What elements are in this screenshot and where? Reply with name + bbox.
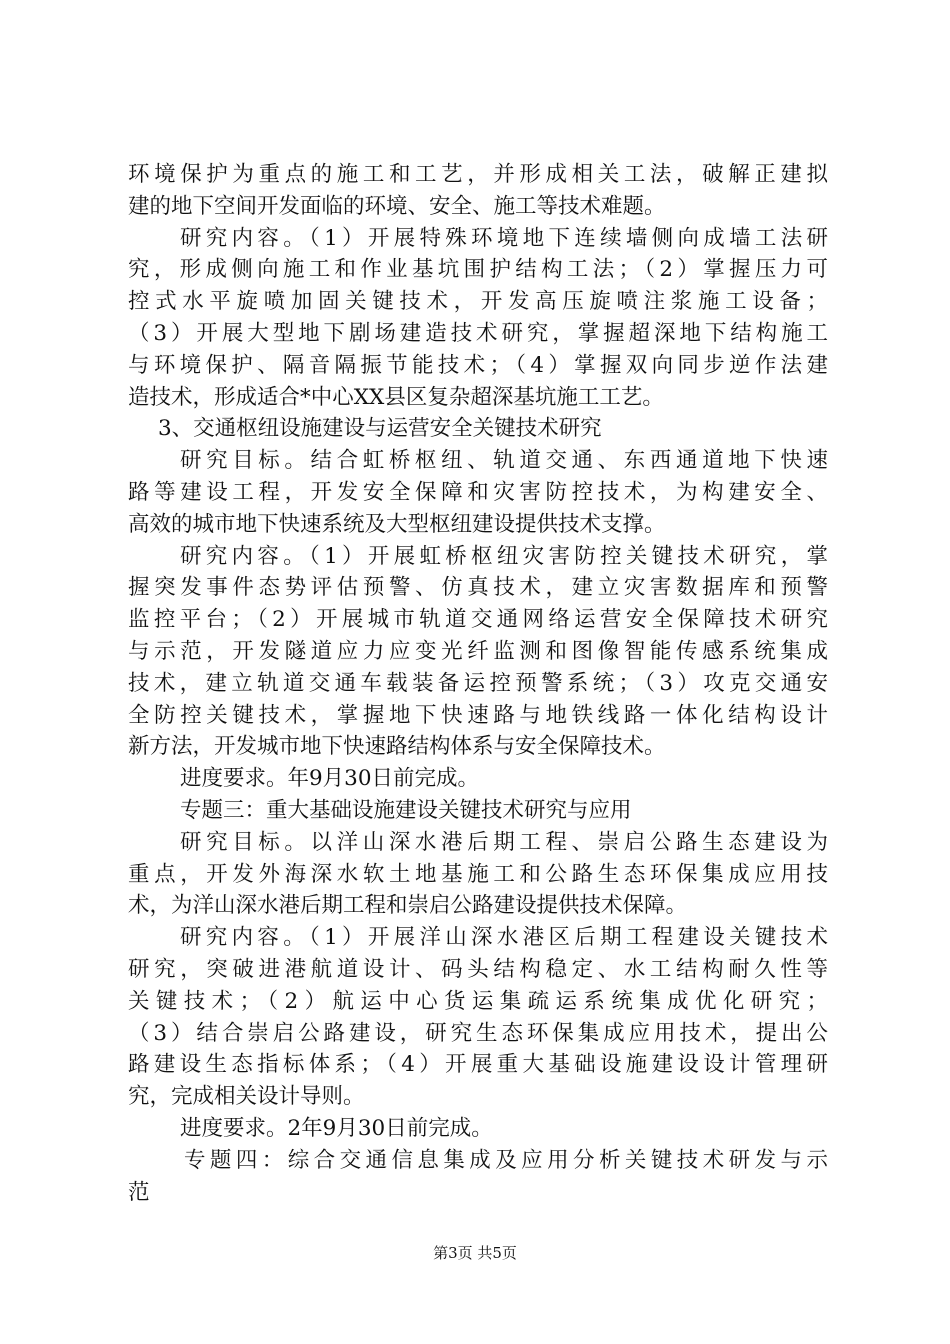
text-line: 范 (128, 1179, 150, 1205)
text-line: 环境保护为重点的施工和工艺，并形成相关工法，破解正建拟 (128, 162, 828, 187)
section-heading: 3、交通枢纽设施建设与运营安全关键技术研究 (158, 416, 602, 442)
text-line: 控式水平旋喷加固关键技术，开发高压旋喷注浆施工设备； (128, 289, 828, 315)
text-line: 术，为洋山深水港后期工程和崇启公路建设提供技术保障。 (128, 893, 688, 919)
text-line: 究，完成相关设计导则。 (128, 1084, 365, 1110)
text-line: 重点，开发外海深水软土地基施工和公路生态环保集成应用技 (128, 861, 828, 887)
text-line: 进度要求。年9月30日前完成。 (180, 766, 480, 792)
text-line: 研究目标。结合虹桥枢纽、轨道交通、东西通道地下快速 (180, 448, 828, 474)
text-line: 关键技术；（2）航运中心货运集疏运系统集成优化研究； (128, 988, 828, 1014)
text-line: 研究内容。（1）开展洋山深水港区后期工程建设关键技术 (180, 925, 828, 951)
text-line: （3）结合崇启公路建设，研究生态环保集成应用技术，提出公 (128, 1020, 828, 1046)
text-line: 路建设生态指标体系；（4）开展重大基础设施建设设计管理研 (128, 1052, 828, 1078)
text-line: 高效的城市地下快速系统及大型枢纽建设提供技术支撑。 (128, 511, 666, 537)
text-line: 研究目标。以洋山深水港后期工程、崇启公路生态建设为 (180, 829, 828, 855)
text-line: 路等建设工程，开发安全保障和灾害防控技术，为构建安全、 (128, 479, 828, 505)
text-line: （3）开展大型地下剧场建造技术研究，掌握超深地下结构施工 (128, 320, 828, 346)
section-heading: 专题三：重大基础设施建设关键技术研究与应用 (180, 797, 632, 823)
text-line: 监控平台；（2）开展城市轨道交通网络运营安全保障技术研究 (128, 607, 828, 633)
text-line: 建的地下空间开发面临的环境、安全、施工等技术难题。 (128, 193, 666, 219)
text-line: 与环境保护、隔音隔振节能技术；（4）掌握双向同步逆作法建 (128, 352, 828, 378)
text-line: 握突发事件态势评估预警、仿真技术，建立灾害数据库和预警 (128, 575, 828, 601)
text-line: 造技术，形成适合*中心XX县区复杂超深基坑施工工艺。 (128, 384, 664, 410)
section-heading: 专题四：综合交通信息集成及应用分析关键技术研发与示 (184, 1147, 828, 1173)
text-line: 究，形成侧向施工和作业基坑围护结构工法；（2）掌握压力可 (128, 257, 828, 283)
text-line: 全防控关键技术，掌握地下快速路与地铁线路一体化结构设计 (128, 702, 828, 728)
text-line: 技术，建立轨道交通车载装备运控预警系统；（3）攻克交通安 (128, 670, 828, 696)
text-line: 与示范，开发隧道应力应变光纤监测和图像智能传感系统集成 (128, 638, 828, 664)
text-line: 研究内容。（1）开展特殊环境地下连续墙侧向成墙工法研 (180, 225, 828, 251)
document-body (128, 159, 828, 1208)
page-number-footer: 第3页 共5页 (433, 1244, 517, 1262)
text-line: 进度要求。2年9月30日前完成。 (180, 1115, 493, 1141)
text-line: 新方法，开发城市地下快速路结构体系与安全保障技术。 (128, 734, 666, 760)
text-line: 研究内容。（1）开展虹桥枢纽灾害防控关键技术研究，掌 (180, 543, 828, 569)
text-line: 研究，突破进港航道设计、码头结构稳定、水工结构耐久性等 (128, 956, 828, 982)
